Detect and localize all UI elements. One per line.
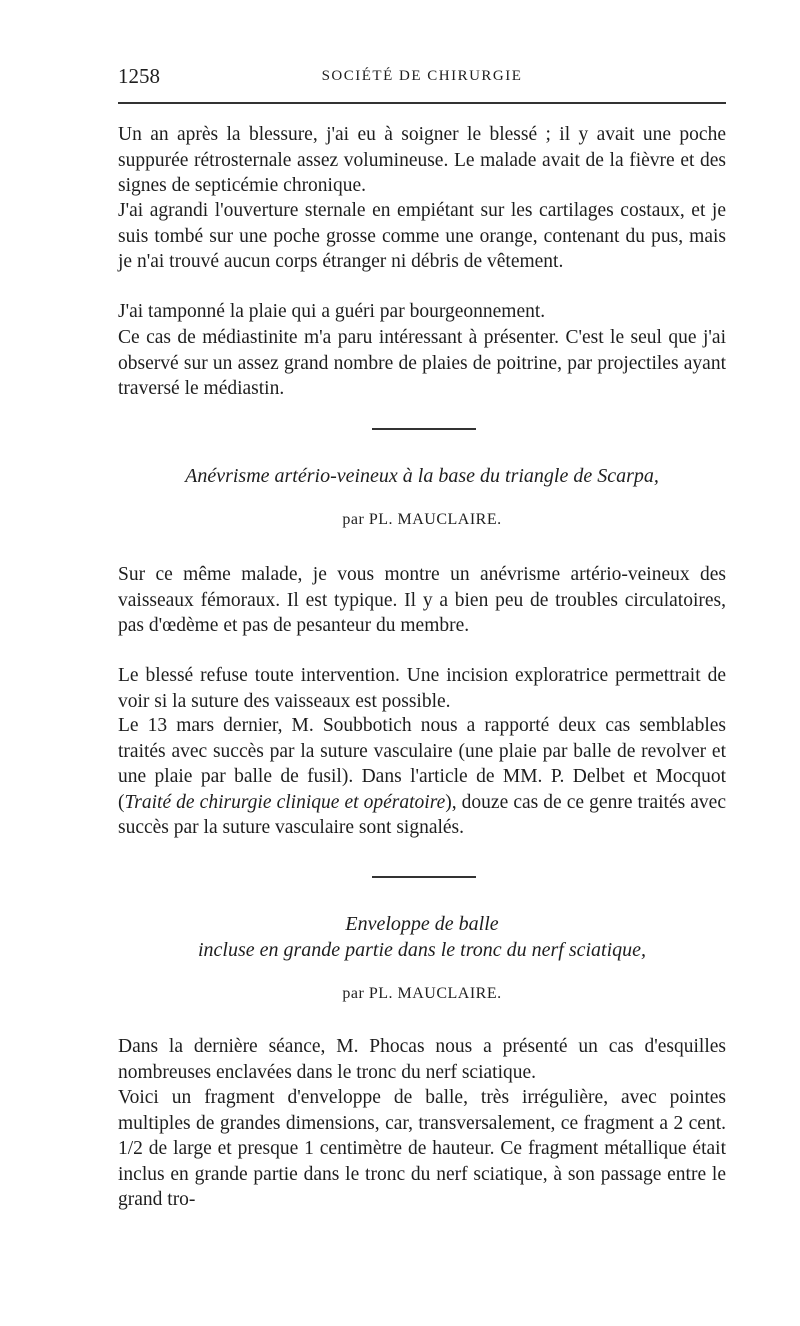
paragraph: Dans la dernière séance, M. Phocas nous a présenté un cas d'esquilles nombreuses enclavées dans le tronc du nerf sciatique. <box>118 1036 726 1083</box>
book-title: Traité de chirurgie clinique et opératoire <box>124 791 446 813</box>
paragraph: Voici un fragment d'enveloppe de balle, très irrégulière, avec pointes multiples de grandes dimensions, car, transversalement, ce fragment a 2 cent. 1/2 de large et presque 1 centimètre de hauteur. Ce fragment métallique était inclus en grande partie dans le tronc du nerf sciatique, à son passage entre le grand tro- <box>118 1087 726 1210</box>
running-head <box>118 64 726 92</box>
paragraph-text: ), douze cas de ce genre traités avec succès par la suture vasculaire sont signalés. <box>118 791 726 838</box>
paragraph: J'ai tamponné la plaie qui a guéri par bourgeonnement. <box>118 301 546 322</box>
paragraph: Ce cas de médiastinite m'a paru intéressant à présenter. C'est le seul que j'ai observé sur un assez grand nombre de plaies de poitrine, par projectiles ayant traversé le médiastin. <box>118 327 726 399</box>
article-title-line1: Enveloppe de balle <box>345 913 499 935</box>
paragraph: Sur ce même malade, je vous montre un anévrisme artério-veineux des vaisseaux fémoraux. Il est typique. Il y a bien peu de troubles circulatoires, pas d'œdème et pas de pesanteur du membre. <box>118 564 726 636</box>
section-separator <box>372 876 476 878</box>
section-separator <box>372 428 476 430</box>
article-title-line2: incluse en grande partie dans le tronc du nerf sciatique, <box>197 939 647 961</box>
paragraph-text: Le 13 mars dernier, M. Soubbotich nous a rapporté deux cas semblables traités avec succès par la suture vasculaire (une plaie par balle de revolver et une plaie par balle de fusil). Dans l'article de MM. P. Delbet et Mocquot ( <box>118 715 726 813</box>
paragraph: J'ai agrandi l'ouverture sternale en empiétant sur les cartilages costaux, et je suis tombé sur une poche grosse comme une orange, contenant du pus, mais je n'ai trouvé aucun corps étranger ni débris de vêtement. <box>118 200 726 272</box>
journal-title: SOCIÉTÉ DE CHIRURGIE <box>321 68 523 84</box>
paragraph <box>118 713 726 841</box>
article-title: Anévrisme artério-veineux à la base du triangle de Scarpa, <box>185 465 659 487</box>
header-rule <box>118 102 726 104</box>
paragraph: Un an après la blessure, j'ai eu à soigner le blessé ; il y avait une poche suppurée rétrosternale assez volumineuse. Le malade avait de la fièvre et des signes de septicémie chronique. <box>118 124 726 196</box>
byline: par PL. MAUCLAIRE. <box>342 511 502 528</box>
byline: par PL. MAUCLAIRE. <box>342 985 502 1002</box>
page-number: 1258 <box>118 64 160 88</box>
paragraph: Le blessé refuse toute intervention. Une incision exploratrice permettrait de voir si la suture des vaisseaux est possible. <box>118 665 726 712</box>
